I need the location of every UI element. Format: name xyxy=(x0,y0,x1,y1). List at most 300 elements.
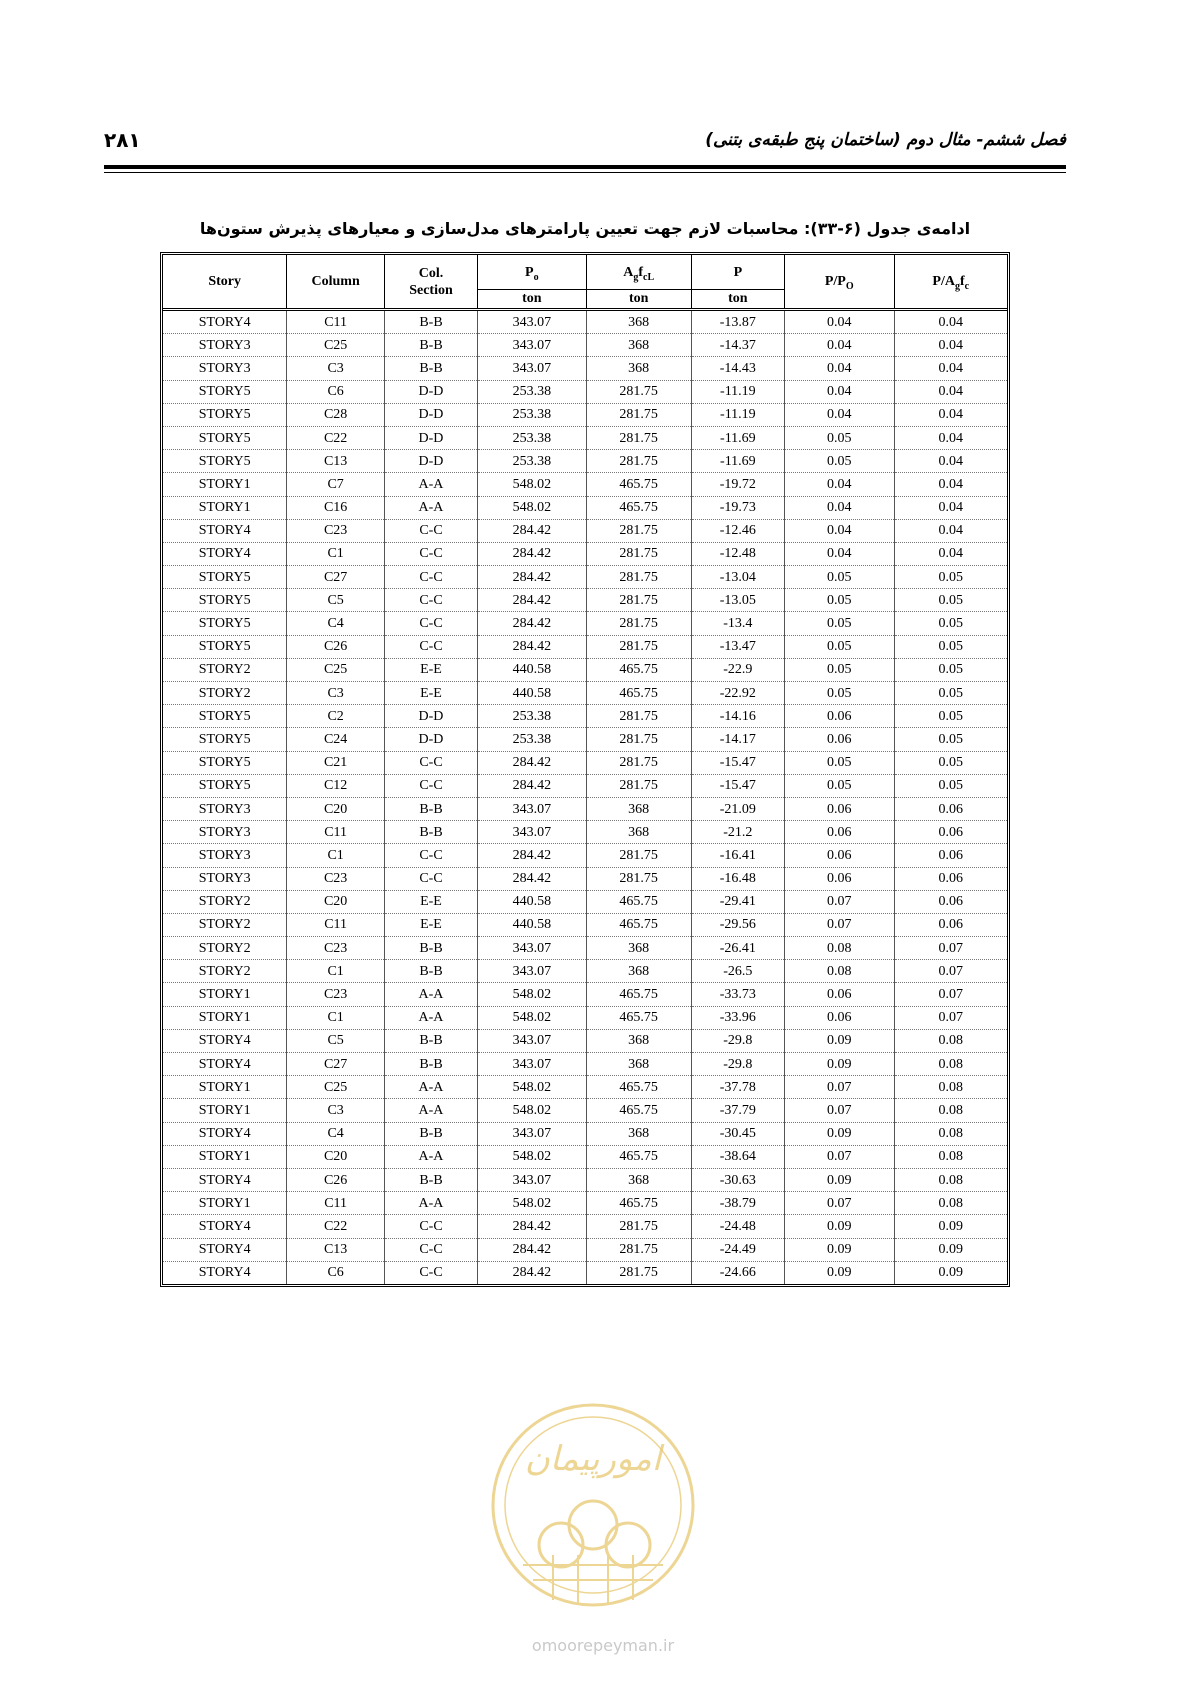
cell-section: C-C xyxy=(384,867,477,890)
cell-p-po: 0.06 xyxy=(784,844,894,867)
table-row xyxy=(163,380,1007,403)
cell-po: 343.07 xyxy=(478,1122,587,1145)
cell-section: C-C xyxy=(384,1215,477,1238)
cell-section: C-C xyxy=(384,589,477,612)
watermark-gear-right-icon xyxy=(606,1523,650,1567)
cell-p: -13.04 xyxy=(691,566,784,589)
cell-p: -12.48 xyxy=(691,542,784,565)
cell-po: 284.42 xyxy=(478,774,587,797)
cell-p: -26.41 xyxy=(691,937,784,960)
cell-agfcl: 368 xyxy=(586,357,691,380)
table-row xyxy=(163,821,1007,844)
cell-p: -11.19 xyxy=(691,403,784,426)
cell-p: -30.63 xyxy=(691,1168,784,1191)
cell-p-agfc: 0.05 xyxy=(894,658,1007,681)
cell-p-po: 0.08 xyxy=(784,937,894,960)
cell-column: C12 xyxy=(287,774,385,797)
cell-column: C23 xyxy=(287,937,385,960)
cell-section: C-C xyxy=(384,774,477,797)
cell-p-po: 0.04 xyxy=(784,357,894,380)
cell-section: A-A xyxy=(384,1006,477,1029)
cell-section: B-B xyxy=(384,1122,477,1145)
cell-p-po: 0.09 xyxy=(784,1238,894,1261)
cell-p: -29.8 xyxy=(691,1029,784,1052)
cell-story: STORY3 xyxy=(163,867,287,890)
cell-p-po: 0.04 xyxy=(784,380,894,403)
cell-section: E-E xyxy=(384,682,477,705)
table-body xyxy=(163,310,1007,1284)
cell-po: 548.02 xyxy=(478,983,587,1006)
cell-po: 284.42 xyxy=(478,1215,587,1238)
cell-column: C4 xyxy=(287,612,385,635)
cell-p-agfc: 0.04 xyxy=(894,519,1007,542)
cell-p-po: 0.06 xyxy=(784,705,894,728)
cell-p-po: 0.04 xyxy=(784,334,894,357)
cell-p-agfc: 0.05 xyxy=(894,728,1007,751)
table-row xyxy=(163,1215,1007,1238)
cell-column: C21 xyxy=(287,751,385,774)
cell-story: STORY1 xyxy=(163,1145,287,1168)
cell-p: -29.41 xyxy=(691,890,784,913)
cell-agfcl: 368 xyxy=(586,797,691,820)
cell-p-agfc: 0.09 xyxy=(894,1238,1007,1261)
cell-story: STORY2 xyxy=(163,890,287,913)
cell-section: A-A xyxy=(384,1099,477,1122)
cell-section: A-A xyxy=(384,1145,477,1168)
cell-p: -13.4 xyxy=(691,612,784,635)
header-p-po-sub: O xyxy=(845,280,854,292)
cell-p-agfc: 0.06 xyxy=(894,797,1007,820)
cell-column: C3 xyxy=(287,1099,385,1122)
cell-column: C27 xyxy=(287,566,385,589)
table-row xyxy=(163,658,1007,681)
cell-agfcl: 281.75 xyxy=(586,542,691,565)
cell-po: 343.07 xyxy=(478,310,587,334)
cell-po: 253.38 xyxy=(478,403,587,426)
cell-po: 284.42 xyxy=(478,844,587,867)
cell-story: STORY1 xyxy=(163,1099,287,1122)
cell-agfcl: 281.75 xyxy=(586,844,691,867)
cell-p-agfc: 0.06 xyxy=(894,913,1007,936)
cell-story: STORY1 xyxy=(163,1006,287,1029)
table-row xyxy=(163,797,1007,820)
cell-po: 284.42 xyxy=(478,867,587,890)
cell-p-po: 0.04 xyxy=(784,496,894,519)
cell-p-agfc: 0.07 xyxy=(894,983,1007,1006)
cell-section: D-D xyxy=(384,450,477,473)
cell-po: 253.38 xyxy=(478,705,587,728)
cell-p: -16.41 xyxy=(691,844,784,867)
header-p-agfc-g: g xyxy=(954,280,960,292)
header-po xyxy=(478,255,587,290)
watermark-url: omoorepeyman.ir xyxy=(531,1636,675,1655)
cell-po: 548.02 xyxy=(478,1076,587,1099)
cell-story: STORY5 xyxy=(163,705,287,728)
cell-section: E-E xyxy=(384,890,477,913)
cell-story: STORY4 xyxy=(163,542,287,565)
cell-p-po: 0.09 xyxy=(784,1215,894,1238)
cell-p-agfc: 0.08 xyxy=(894,1053,1007,1076)
cell-section: D-D xyxy=(384,426,477,449)
cell-p-agfc: 0.05 xyxy=(894,682,1007,705)
cell-story: STORY4 xyxy=(163,1215,287,1238)
cell-po: 284.42 xyxy=(478,566,587,589)
cell-p-po: 0.06 xyxy=(784,867,894,890)
header-col-section-line2: Section xyxy=(409,282,453,298)
cell-po: 253.38 xyxy=(478,380,587,403)
cell-agfcl: 281.75 xyxy=(586,1261,691,1284)
cell-section: E-E xyxy=(384,658,477,681)
cell-p-agfc: 0.04 xyxy=(894,334,1007,357)
cell-story: STORY5 xyxy=(163,589,287,612)
cell-section: B-B xyxy=(384,334,477,357)
table-row xyxy=(163,682,1007,705)
cell-p-agfc: 0.05 xyxy=(894,705,1007,728)
cell-p-po: 0.05 xyxy=(784,682,894,705)
cell-po: 440.58 xyxy=(478,658,587,681)
cell-story: STORY2 xyxy=(163,960,287,983)
cell-po: 343.07 xyxy=(478,797,587,820)
table-row xyxy=(163,983,1007,1006)
cell-agfcl: 281.75 xyxy=(586,426,691,449)
cell-section: A-A xyxy=(384,1192,477,1215)
table-row xyxy=(163,867,1007,890)
unit-agfcl: ton xyxy=(586,290,691,310)
cell-agfcl: 368 xyxy=(586,1168,691,1191)
table-row xyxy=(163,310,1007,334)
cell-agfcl: 465.75 xyxy=(586,496,691,519)
cell-agfcl: 281.75 xyxy=(586,566,691,589)
unit-po: ton xyxy=(478,290,587,310)
cell-story: STORY4 xyxy=(163,1029,287,1052)
table-row xyxy=(163,450,1007,473)
cell-p-agfc: 0.07 xyxy=(894,1006,1007,1029)
header-p-po xyxy=(784,255,894,310)
watermark-logo xyxy=(483,1395,703,1615)
cell-story: STORY1 xyxy=(163,496,287,519)
cell-story: STORY5 xyxy=(163,403,287,426)
cell-agfcl: 368 xyxy=(586,937,691,960)
cell-section: B-B xyxy=(384,821,477,844)
cell-column: C20 xyxy=(287,797,385,820)
cell-p-agfc: 0.08 xyxy=(894,1122,1007,1145)
cell-column: C26 xyxy=(287,635,385,658)
table-row xyxy=(163,542,1007,565)
cell-p-po: 0.06 xyxy=(784,797,894,820)
cell-story: STORY1 xyxy=(163,983,287,1006)
cell-story: STORY1 xyxy=(163,1076,287,1099)
table-row xyxy=(163,1029,1007,1052)
cell-po: 284.42 xyxy=(478,612,587,635)
cell-section: D-D xyxy=(384,380,477,403)
table-row xyxy=(163,566,1007,589)
running-title: فصل ششم- مثال دوم (ساختمان پنج طبقه‌ی بتنی) xyxy=(705,130,1066,150)
cell-p-po: 0.06 xyxy=(784,1006,894,1029)
cell-po: 440.58 xyxy=(478,682,587,705)
cell-story: STORY5 xyxy=(163,450,287,473)
cell-story: STORY5 xyxy=(163,380,287,403)
cell-agfcl: 281.75 xyxy=(586,380,691,403)
cell-agfcl: 281.75 xyxy=(586,728,691,751)
cell-agfcl: 368 xyxy=(586,821,691,844)
cell-p: -29.8 xyxy=(691,1053,784,1076)
cell-story: STORY4 xyxy=(163,1238,287,1261)
cell-p-po: 0.06 xyxy=(784,728,894,751)
cell-p-agfc: 0.04 xyxy=(894,380,1007,403)
table-row xyxy=(163,1076,1007,1099)
cell-p: -13.47 xyxy=(691,635,784,658)
header-agfcl-f: f xyxy=(638,264,644,280)
cell-p-agfc: 0.09 xyxy=(894,1215,1007,1238)
cell-story: STORY3 xyxy=(163,797,287,820)
cell-agfcl: 465.75 xyxy=(586,983,691,1006)
cell-story: STORY4 xyxy=(163,310,287,334)
cell-story: STORY2 xyxy=(163,682,287,705)
cell-section: C-C xyxy=(384,1261,477,1284)
cell-column: C25 xyxy=(287,1076,385,1099)
cell-column: C3 xyxy=(287,682,385,705)
cell-column: C24 xyxy=(287,728,385,751)
cell-p-po: 0.04 xyxy=(784,542,894,565)
cell-agfcl: 465.75 xyxy=(586,1006,691,1029)
cell-p: -11.19 xyxy=(691,380,784,403)
cell-story: STORY5 xyxy=(163,774,287,797)
watermark-gear-left-icon xyxy=(539,1523,583,1567)
cell-column: C20 xyxy=(287,1145,385,1168)
cell-p-agfc: 0.07 xyxy=(894,937,1007,960)
cell-p: -19.72 xyxy=(691,473,784,496)
cell-po: 284.42 xyxy=(478,751,587,774)
cell-po: 548.02 xyxy=(478,496,587,519)
table-row xyxy=(163,1145,1007,1168)
cell-p: -13.05 xyxy=(691,589,784,612)
cell-p-po: 0.09 xyxy=(784,1261,894,1284)
cell-po: 284.42 xyxy=(478,635,587,658)
cell-agfcl: 368 xyxy=(586,1053,691,1076)
table-row xyxy=(163,334,1007,357)
cell-po: 343.07 xyxy=(478,1053,587,1076)
header-agfcl-cl: cL xyxy=(643,271,655,283)
cell-section: B-B xyxy=(384,1053,477,1076)
cell-po: 253.38 xyxy=(478,426,587,449)
cell-column: C11 xyxy=(287,913,385,936)
cell-p-po: 0.06 xyxy=(784,821,894,844)
cell-column: C28 xyxy=(287,403,385,426)
cell-p-agfc: 0.05 xyxy=(894,635,1007,658)
cell-po: 343.07 xyxy=(478,357,587,380)
cell-section: B-B xyxy=(384,1029,477,1052)
cell-p: -15.47 xyxy=(691,751,784,774)
cell-p-po: 0.05 xyxy=(784,612,894,635)
cell-section: A-A xyxy=(384,496,477,519)
cell-agfcl: 465.75 xyxy=(586,1099,691,1122)
cell-story: STORY4 xyxy=(163,1168,287,1191)
cell-section: A-A xyxy=(384,983,477,1006)
cell-p-po: 0.08 xyxy=(784,960,894,983)
cell-p-po: 0.07 xyxy=(784,1099,894,1122)
table-row xyxy=(163,1238,1007,1261)
cell-po: 343.07 xyxy=(478,960,587,983)
cell-section: D-D xyxy=(384,705,477,728)
cell-po: 343.07 xyxy=(478,1168,587,1191)
cell-p: -38.64 xyxy=(691,1145,784,1168)
watermark-text: امورپیمان xyxy=(524,1439,662,1479)
cell-p-agfc: 0.06 xyxy=(894,844,1007,867)
cell-agfcl: 465.75 xyxy=(586,890,691,913)
cell-p: -11.69 xyxy=(691,426,784,449)
table-row xyxy=(163,705,1007,728)
table-row xyxy=(163,844,1007,867)
header-p-agfc-a: P/A xyxy=(932,274,955,289)
cell-p-po: 0.05 xyxy=(784,774,894,797)
cell-p-agfc: 0.04 xyxy=(894,310,1007,334)
table-row xyxy=(163,473,1007,496)
cell-column: C11 xyxy=(287,821,385,844)
cell-p: -16.48 xyxy=(691,867,784,890)
cell-p-agfc: 0.06 xyxy=(894,867,1007,890)
cell-agfcl: 465.75 xyxy=(586,1192,691,1215)
cell-column: C11 xyxy=(287,1192,385,1215)
table-row xyxy=(163,1168,1007,1191)
table-row xyxy=(163,913,1007,936)
table-row xyxy=(163,960,1007,983)
cell-story: STORY5 xyxy=(163,612,287,635)
table-row xyxy=(163,589,1007,612)
header-agfcl-g: g xyxy=(633,271,639,283)
cell-p-agfc: 0.05 xyxy=(894,612,1007,635)
table-row xyxy=(163,496,1007,519)
cell-p-po: 0.04 xyxy=(784,473,894,496)
cell-story: STORY2 xyxy=(163,658,287,681)
cell-story: STORY4 xyxy=(163,1122,287,1145)
cell-p: -22.9 xyxy=(691,658,784,681)
page-number: ۲۸۱ xyxy=(104,128,141,152)
header-col-section-line1: Col. xyxy=(418,265,444,281)
cell-p: -11.69 xyxy=(691,450,784,473)
cell-p-agfc: 0.04 xyxy=(894,403,1007,426)
cell-agfcl: 281.75 xyxy=(586,751,691,774)
cell-section: B-B xyxy=(384,960,477,983)
cell-agfcl: 281.75 xyxy=(586,450,691,473)
cell-section: C-C xyxy=(384,635,477,658)
cell-p-agfc: 0.05 xyxy=(894,751,1007,774)
cell-p-po: 0.09 xyxy=(784,1168,894,1191)
cell-section: A-A xyxy=(384,473,477,496)
cell-po: 548.02 xyxy=(478,1145,587,1168)
table-row xyxy=(163,612,1007,635)
cell-po: 284.42 xyxy=(478,519,587,542)
cell-agfcl: 368 xyxy=(586,1122,691,1145)
cell-section: C-C xyxy=(384,566,477,589)
table-row xyxy=(163,426,1007,449)
cell-column: C5 xyxy=(287,1029,385,1052)
cell-section: C-C xyxy=(384,751,477,774)
cell-agfcl: 281.75 xyxy=(586,403,691,426)
cell-story: STORY1 xyxy=(163,1192,287,1215)
cell-p: -14.16 xyxy=(691,705,784,728)
cell-p: -14.37 xyxy=(691,334,784,357)
cell-p-agfc: 0.08 xyxy=(894,1076,1007,1099)
header-p: P xyxy=(691,255,784,290)
cell-p-agfc: 0.04 xyxy=(894,542,1007,565)
header-rule-thick xyxy=(104,165,1066,169)
cell-p: -24.48 xyxy=(691,1215,784,1238)
cell-p: -37.78 xyxy=(691,1076,784,1099)
cell-section: B-B xyxy=(384,310,477,334)
cell-column: C1 xyxy=(287,844,385,867)
cell-p-agfc: 0.05 xyxy=(894,774,1007,797)
cell-section: B-B xyxy=(384,797,477,820)
cell-column: C11 xyxy=(287,310,385,334)
table-row xyxy=(163,890,1007,913)
cell-agfcl: 281.75 xyxy=(586,519,691,542)
cell-p-agfc: 0.06 xyxy=(894,821,1007,844)
cell-agfcl: 465.75 xyxy=(586,658,691,681)
header-agfcl xyxy=(586,255,691,290)
cell-column: C1 xyxy=(287,960,385,983)
table-row xyxy=(163,937,1007,960)
cell-column: C13 xyxy=(287,1238,385,1261)
cell-p: -29.56 xyxy=(691,913,784,936)
cell-p-po: 0.07 xyxy=(784,1145,894,1168)
cell-agfcl: 281.75 xyxy=(586,612,691,635)
cell-p-po: 0.05 xyxy=(784,589,894,612)
cell-agfcl: 368 xyxy=(586,960,691,983)
cell-p-agfc: 0.05 xyxy=(894,589,1007,612)
cell-column: C1 xyxy=(287,1006,385,1029)
cell-po: 253.38 xyxy=(478,728,587,751)
cell-p: -33.96 xyxy=(691,1006,784,1029)
cell-section: C-C xyxy=(384,1238,477,1261)
unit-p: ton xyxy=(691,290,784,310)
cell-section: C-C xyxy=(384,612,477,635)
cell-p-po: 0.05 xyxy=(784,751,894,774)
cell-p-agfc: 0.05 xyxy=(894,566,1007,589)
cell-po: 343.07 xyxy=(478,937,587,960)
cell-po: 343.07 xyxy=(478,334,587,357)
cell-po: 343.07 xyxy=(478,1029,587,1052)
cell-p: -12.46 xyxy=(691,519,784,542)
cell-p-po: 0.09 xyxy=(784,1122,894,1145)
header-p-po-main: P/P xyxy=(824,274,846,289)
cell-p: -21.2 xyxy=(691,821,784,844)
table-frame xyxy=(160,252,1010,1287)
cell-story: STORY4 xyxy=(163,519,287,542)
cell-agfcl: 281.75 xyxy=(586,774,691,797)
table-row xyxy=(163,357,1007,380)
table-row xyxy=(163,635,1007,658)
watermark-ring-icon xyxy=(493,1405,693,1605)
cell-story: STORY3 xyxy=(163,821,287,844)
table-row xyxy=(163,403,1007,426)
cell-agfcl: 465.75 xyxy=(586,682,691,705)
cell-agfcl: 281.75 xyxy=(586,1238,691,1261)
cell-story: STORY1 xyxy=(163,473,287,496)
cell-column: C25 xyxy=(287,334,385,357)
cell-story: STORY4 xyxy=(163,1053,287,1076)
cell-column: C23 xyxy=(287,867,385,890)
cell-p: -30.45 xyxy=(691,1122,784,1145)
cell-agfcl: 368 xyxy=(586,1029,691,1052)
cell-po: 548.02 xyxy=(478,473,587,496)
cell-po: 440.58 xyxy=(478,890,587,913)
header-po-sub: o xyxy=(533,271,539,283)
cell-p-po: 0.09 xyxy=(784,1029,894,1052)
cell-p-agfc: 0.04 xyxy=(894,496,1007,519)
cell-story: STORY3 xyxy=(163,357,287,380)
cell-p-po: 0.06 xyxy=(784,983,894,1006)
cell-p: -37.79 xyxy=(691,1099,784,1122)
